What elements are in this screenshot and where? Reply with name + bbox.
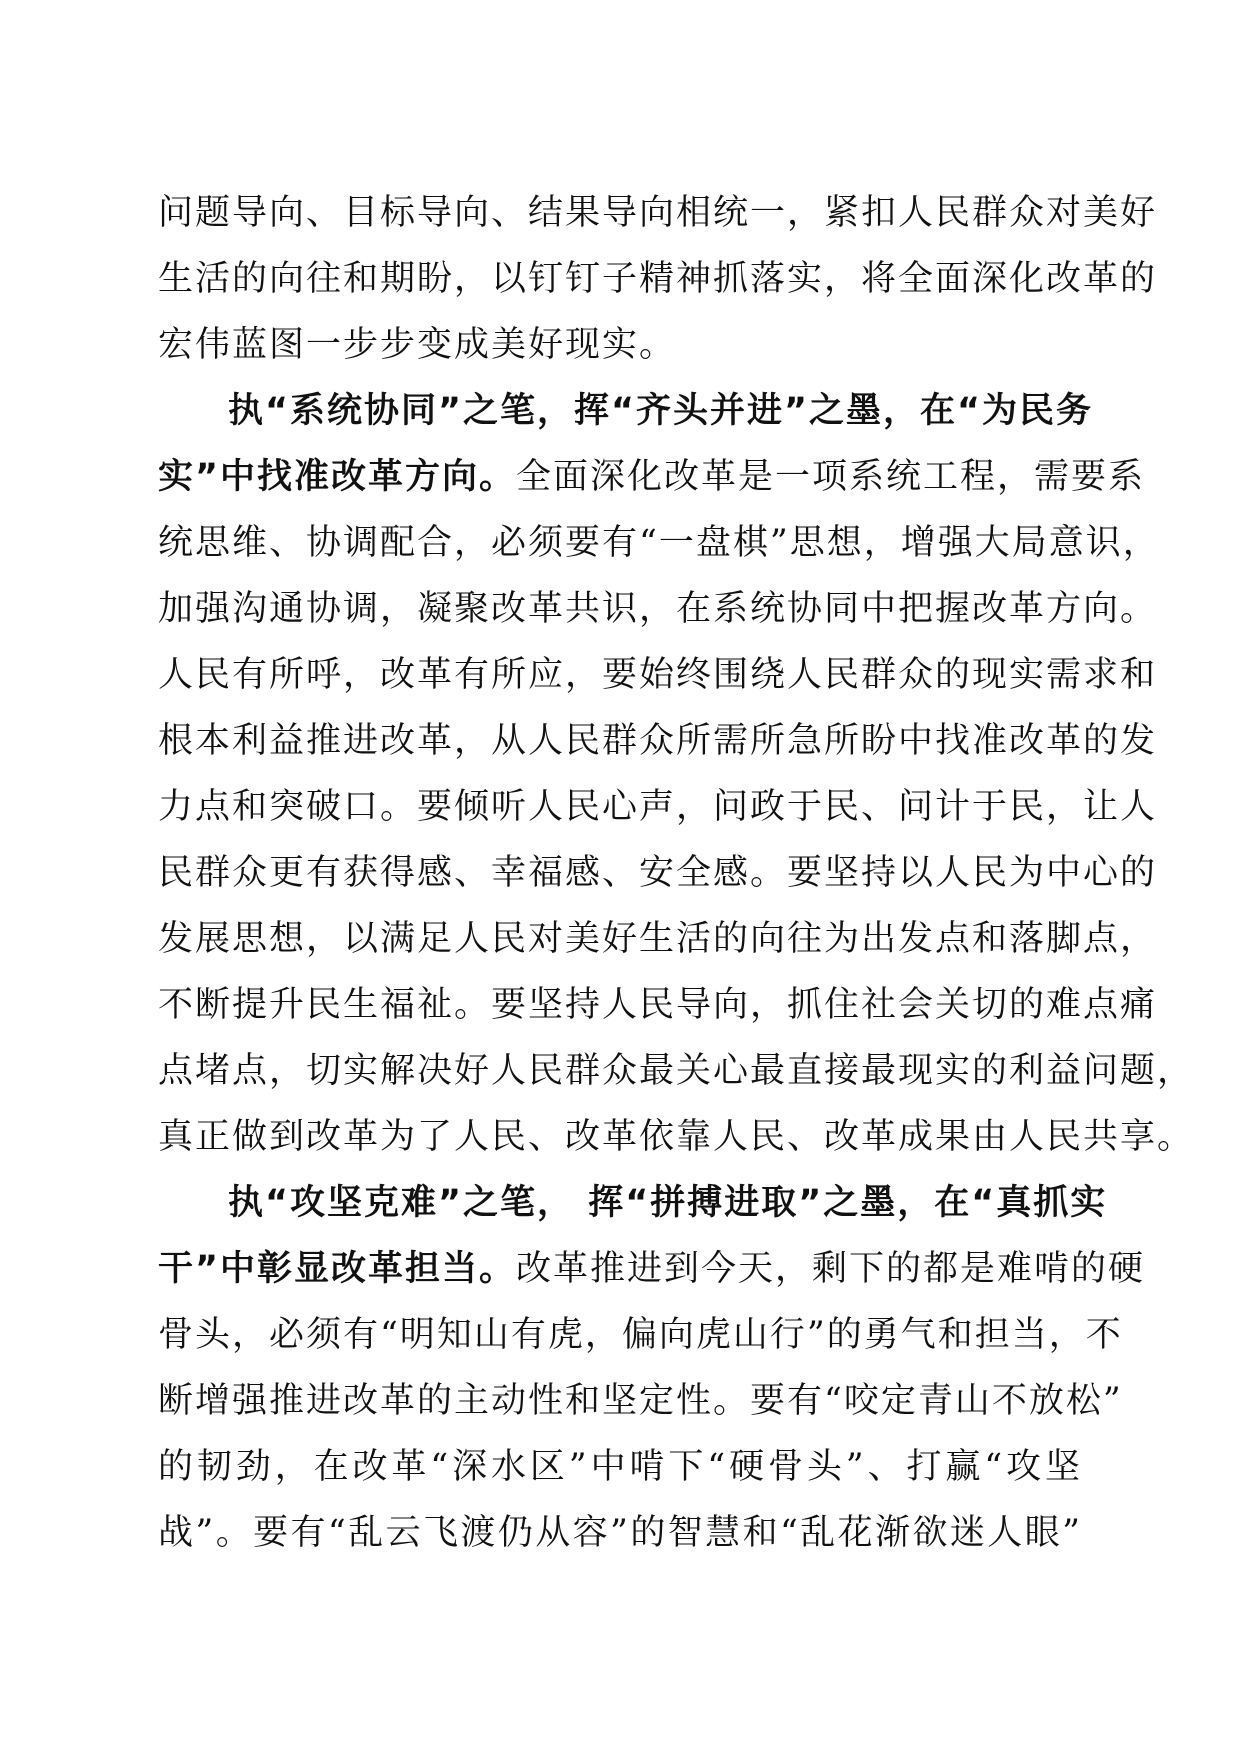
text-line: 宏伟蓝图一步步变成美好现实。 bbox=[158, 325, 677, 365]
text-line: 战”。要有“乱云飞渡仍从容”的智慧和“乱花渐欲迷人眼” bbox=[158, 1513, 1082, 1553]
text-line bbox=[158, 444, 1146, 510]
document-page bbox=[158, 180, 1195, 1566]
text-line: 点堵点，切实解决好人民群众最关心最直接最现实的利益问题， bbox=[158, 1051, 1195, 1091]
text-line: 统思维、协调配合，必须要有“一盘棋”思想，增强大局意识， bbox=[158, 523, 1160, 563]
paragraph-2 bbox=[158, 378, 1195, 1170]
text-line: 不断提升民生福祉。要坚持人民导向，抓住社会关切的难点痛 bbox=[158, 985, 1158, 1025]
section-heading-continued: 实”中找准改革方向。 bbox=[158, 457, 517, 497]
text-line: 断增强推进改革的主动性和坚定性。要有“咬定青山不放松” bbox=[158, 1381, 1123, 1421]
text-line: 人民有所呼，改革有所应，要始终围绕人民群众的现实需求和 bbox=[158, 655, 1158, 695]
text-run: 全面深化改革是一项系统工程，需要系 bbox=[516, 457, 1146, 497]
text-line bbox=[158, 1236, 1146, 1302]
text-line: 加强沟通协调，凝聚改革共识，在系统协同中把握改革方向。 bbox=[158, 589, 1158, 629]
text-run: 改革推进到今天，剩下的都是难啃的硬 bbox=[516, 1249, 1146, 1289]
text-line: 力点和突破口。要倾听人民心声，问政于民、问计于民，让人 bbox=[158, 787, 1158, 827]
text-line: 发展思想，以满足人民对美好生活的向往为出发点和落脚点， bbox=[158, 919, 1158, 959]
text-line: 生活的向往和期盼，以钉钉子精神抓落实，将全面深化改革的 bbox=[158, 259, 1158, 299]
paragraph-1 bbox=[158, 180, 1158, 378]
section-heading: 执“攻坚克难”之笔， 挥“拼搏进取”之墨，在“真抓实 bbox=[228, 1183, 1108, 1223]
text-line: 根本利益推进改革，从人民群众所需所急所盼中找准改革的发 bbox=[158, 721, 1158, 761]
paragraph-3 bbox=[158, 1170, 1146, 1566]
text-line: 真正做到改革为了人民、改革依靠人民、改革成果由人民共享。 bbox=[158, 1117, 1195, 1157]
text-line: 骨头，必须有“明知山有虎，偏向虎山行”的勇气和担当，不 bbox=[158, 1315, 1123, 1355]
section-heading: 执“系统协同”之笔，挥“齐头并进”之墨，在“为民务 bbox=[228, 391, 1094, 431]
section-heading-continued: 干”中彰显改革担当。 bbox=[158, 1249, 517, 1289]
text-line: 的韧劲，在改革“深水区”中啃下“硬骨头”、打赢“攻坚 bbox=[158, 1447, 1082, 1487]
text-line: 问题导向、目标导向、结果导向相统一，紧扣人民群众对美好 bbox=[158, 193, 1158, 233]
text-line: 民群众更有获得感、幸福感、安全感。要坚持以人民为中心的 bbox=[158, 853, 1158, 893]
